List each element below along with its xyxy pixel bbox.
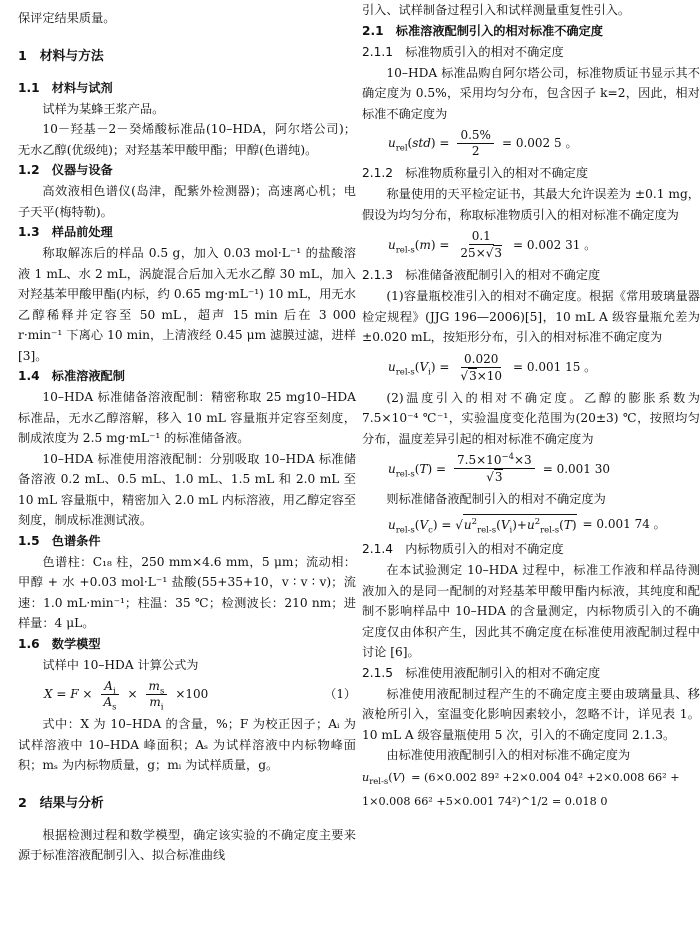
paragraph: 试样中 10–HDA 计算公式为: [42, 657, 199, 672]
paragraph: 10－羟基－2－癸烯酸标准品(10–HDA，阿尔塔公司)；无水乙醇(优级纯)；对羟基苯甲酸甲酯；甲醇(色谱纯)。: [18, 122, 356, 157]
subsubsection-heading: 2.1.4 内标物质引入的相对不确定度: [362, 542, 564, 556]
paragraph: (1)容量瓶校准引入的相对不确定度。根据《常用玻璃量器检定规程》(JJG 196—2006)[5]，10 mL A 级容量瓶允差为 ±0.020 mL，按矩形分布，引入的相对标准不确定度为: [362, 289, 700, 344]
subsection-heading: 2.1 标准溶液配制引入的相对标准不确定度: [362, 23, 603, 38]
section-heading: 2 结果与分析: [18, 795, 104, 811]
equation-6: $u_{rel-s}(V_c) = √u^2_{rel-s}(V_i)+u^2_{rel-s}(T)$ = 0.001 74 。: [362, 510, 700, 540]
paragraph: 称取解冻后的样品 0.5 g，加入 0.03 mol·L⁻¹ 的盐酸溶液 1 mL、水 2 mL，涡旋混合后加入无水乙醇 30 mL，加入对羟基苯甲酸甲酯(内标，约 0.65 mg·mL⁻¹) 10 mL，用无水乙醇稀释并定容至 50 mL，超声 15 min 后在 3 000 r·min⁻¹ 下离心 10 min，上清液经 0.45 μm 滤膜过滤，进样 [3]。: [18, 246, 356, 363]
equation-2: $u_{rel}(std)$ = $\frac{0.5\%}{2}$ = 0.002 5 。: [388, 128, 578, 158]
section-heading: 1 材料与方法: [18, 48, 104, 64]
paragraph: 高效液相色谱仪(岛津，配紫外检测器)；高速离心机；电子天平(梅特勒)。: [18, 184, 356, 219]
equation-result: = 0.001 30: [542, 461, 611, 476]
left-column: [18, 0, 356, 866]
paragraph: 称量使用的天平检定证书，其最大允许误差为 ±0.1 mg，假设为均匀分布，称取标准物质引入的相对标准不确定度为: [362, 187, 700, 222]
equation-3: $u_{rel-s}(m)$ = $\frac{0.1}{25\times√3}$ = 0.002 31 。: [388, 229, 597, 260]
paragraph: 在本试验测定 10–HDA 过程中，标准工作液和样品待测液加入的是同一配制的对羟基苯甲酸甲酯内标液，其纯度和配制不影响样品中 10–HDA 的含量测定，内标物质引入的不确定度仅由体积产生，因此其不确定度在标准使用液配制过程中讨论 [6]。: [362, 563, 700, 659]
subsection-heading: 1.6 数学模型: [18, 636, 101, 651]
paragraph: 保评定结果质量。: [18, 11, 116, 25]
subsubsection-heading: 2.1.1 标准物质引入的相对不确定度: [362, 44, 564, 59]
subsection-heading: 1.4 标准溶液配制: [18, 369, 125, 383]
equation-line: 1×0.008 66² +5×0.001 74²)^1/2 = 0.018 0: [362, 795, 608, 808]
paragraph: 由标准使用液配制引入的相对标准不确定度为: [386, 748, 631, 762]
paragraph: 10–HDA 标准使用溶液配制：分别吸取 10–HDA 标准储备溶液 0.2 mL、0.5 mL、1.0 mL、1.5 mL 和 2.0 mL 至 10 mL 容量瓶中，精密加入 2.0 mL 内标溶液，用乙醇定容至刻度，制成标准测试液。: [18, 451, 356, 527]
paragraph: 引入、试样制备过程引入和试样测量重复性引入。: [362, 3, 631, 17]
equation-5: $u_{rel-s}(T)$ = $\frac{7.5\times 10^{-4}\times 3}{√3}$ = 0.001 30: [388, 452, 611, 484]
equation-line: = (6×0.002 89² +2×0.004 04² +2×0.008 66² +: [411, 770, 680, 784]
subsubsection-heading: 2.1.2 标准物质称量引入的相对不确定度: [362, 166, 589, 180]
subsubsection-heading: 2.1.3 标准储备液配制引入的相对不确定度: [362, 268, 601, 282]
paragraph: (2)温度引入的相对不确定度。乙醇的膨胀系数为 7.5×10⁻⁴ ℃⁻¹，实验温度变化范围为(20±3) ℃，按照均匀分布，温度差异引起的相对标准不确定度为: [362, 390, 700, 446]
equation-result: = 0.001 15 。: [513, 360, 597, 375]
paragraph: 10–HDA 标准储备溶液配制：精密称取 25 mg10–HDA 标准品，无水乙醇溶解，移入 10 mL 容量瓶并定容至刻度，制成浓度为 2.5 mg·mL⁻¹ 的标准储备液。: [18, 390, 356, 445]
subsection-heading: 1.3 样品前处理: [18, 225, 113, 239]
paragraph: 根据检测过程和数学模型，确定该实验的不确定度主要来源于标准溶液配制引入、拟合标准曲线: [18, 827, 356, 862]
subsection-heading: 1.5 色谱条件: [18, 533, 101, 548]
right-column: [362, 0, 700, 813]
equation-4: $u_{rel-s}(V_i)$ = $\frac{0.020}{√3\times 10}$ = 0.001 15 。: [388, 351, 597, 383]
subsubsection-heading: 2.1.5 标准使用液配制引入的相对不确定度: [362, 665, 601, 680]
subsection-heading: 1.2 仪器与设备: [18, 163, 113, 177]
equation-number: （1）: [324, 687, 356, 702]
paragraph: 标准使用液配制过程产生的不确定度主要由玻璃量具、移液枪所引入，室温变化影响因素较小，忽略不计，详见表 1。10 mL A 级容量瓶使用 5 次，引入的不确定度同 2.1.3。: [362, 686, 700, 742]
paragraph: 则标准储备液配制引入的相对不确定度为: [386, 492, 606, 506]
equation-result: = 0.002 5 。: [501, 136, 578, 151]
paragraph: 试样为某蜂王浆产品。: [42, 101, 165, 116]
subsection-heading: 1.1 材料与试剂: [18, 80, 113, 95]
equation-result: = 0.002 31 。: [513, 237, 597, 252]
paragraph: 10–HDA 标准品购自阿尔塔公司，标准物质证书显示其不确定度为 0.5%，采用均匀分布，包含因子 k=2，因此，相对标准不确定度为: [362, 65, 700, 121]
equation-7-line-1: $u_{rel-s}(V)$ = (6×0.002 89² +2×0.004 04² +2×0.008 66² +: [362, 766, 700, 791]
equation-1: X = F × $\frac{A_i}{A_s}$ × $\frac{m_s}{m_i}$ ×100 （1）: [44, 679, 356, 713]
paragraph: 式中：X 为 10–HDA 的含量，%；F 为校正因子；Aᵢ 为试样溶液中 10–HDA 峰面积；Aₛ 为试样溶液中内标物峰面积；mₛ 为内标物质量，g；mᵢ 为试样质量，g。: [18, 717, 356, 772]
equation-result: = 0.001 74 。: [582, 517, 666, 531]
paragraph: 色谱柱：C₁₈ 柱，250 mm×4.6 mm，5 μm；流动相：甲醇 + 水 +0.03 mol·L⁻¹ 盐酸(55+35+10，v ∶ v ∶ v)；流速：1.0 mL·min⁻¹；柱温：35 ℃；检测波长：210 nm；进样量：4 μL。: [18, 554, 356, 630]
equation-7-line-2: [362, 790, 700, 813]
